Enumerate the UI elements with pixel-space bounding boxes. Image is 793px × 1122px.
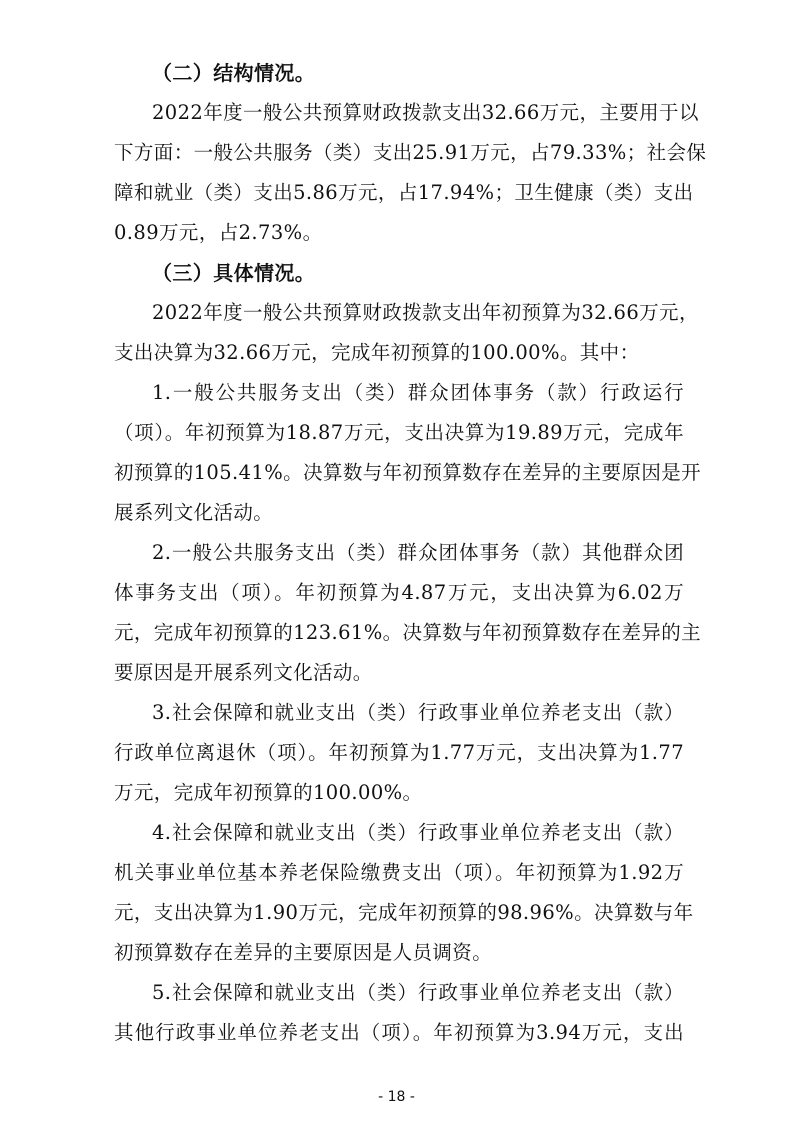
list-item-line: 展系列文化活动。 xyxy=(114,501,274,524)
list-item-line: 其他行政事业单位养老支出（项）。年初预算为3.94万元，支出 xyxy=(114,1021,684,1044)
page-number: - 18 - xyxy=(378,1089,415,1105)
list-item-line: 元，完成年初预算的123.61%。决算数与年初预算数存在差异的主 xyxy=(114,621,702,644)
list-item-line: 万元，完成年初预算的100.00%。 xyxy=(114,781,423,804)
paragraph-line: 障和就业（类）支出5.86万元，占17.94%；卫生健康（类）支出 xyxy=(114,181,694,204)
list-item-line: 3.社会保障和就业支出（类）行政事业单位养老支出（款） xyxy=(152,701,684,724)
list-item-line: 初预算数存在差异的主要原因是人员调资。 xyxy=(114,941,493,964)
paragraph-line: 下方面：一般公共服务（类）支出25.91万元，占79.33%；社会保 xyxy=(114,141,707,164)
section-heading-structure: （二）结构情况。 xyxy=(152,61,316,85)
paragraph-line: 0.89万元，占2.73%。 xyxy=(114,221,323,244)
list-item-line: 2.一般公共服务支出（类）群众团体事务（款）其他群众团 xyxy=(152,541,684,564)
list-item-line: 行政单位离退休（项）。年初预算为1.77万元，支出决算为1.77 xyxy=(114,741,684,764)
paragraph-line: 2022年度一般公共预算财政拨款支出年初预算为32.66万元， xyxy=(152,301,699,324)
section-heading-details: （三）具体情况。 xyxy=(152,261,316,285)
paragraph-line: 支出决算为32.66万元，完成年初预算的100.00%。其中： xyxy=(114,341,640,364)
list-item-line: 体事务支出（项）。年初预算为4.87万元，支出决算为6.02万 xyxy=(114,581,684,604)
list-item-line: 元，支出决算为1.90万元，完成年初预算的98.96%。决算数与年 xyxy=(114,901,694,924)
paragraph-line: 2022年度一般公共预算财政拨款支出32.66万元，主要用于以 xyxy=(152,101,699,124)
list-item-line: 机关事业单位基本养老保险缴费支出（项）。年初预算为1.92万 xyxy=(114,861,684,884)
list-item-line: 4.社会保障和就业支出（类）行政事业单位养老支出（款） xyxy=(152,821,684,844)
list-item-line: 1.一般公共服务支出（类）群众团体事务（款）行政运行 xyxy=(152,381,684,404)
list-item-line: 要原因是开展系列文化活动。 xyxy=(114,661,373,684)
list-item-line: 5.社会保障和就业支出（类）行政事业单位养老支出（款） xyxy=(152,981,684,1004)
list-item-line: （项）。年初预算为18.87万元，支出决算为19.89万元，完成年 xyxy=(114,421,684,444)
list-item-line: 初预算的105.41%。决算数与年初预算数存在差异的主要原因是开 xyxy=(114,461,702,484)
